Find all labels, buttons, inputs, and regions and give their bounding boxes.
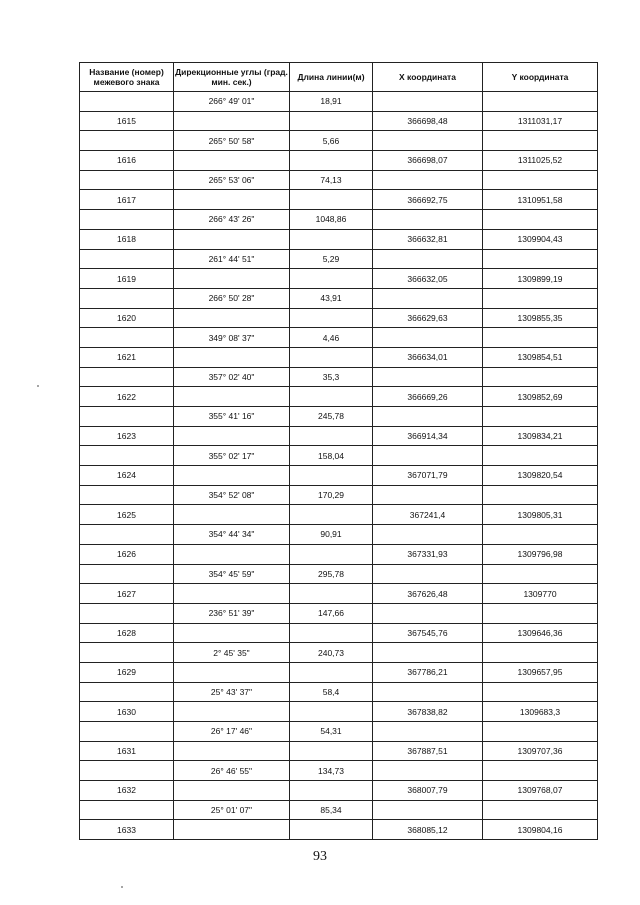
line-length-cell <box>290 505 373 525</box>
direction-angle-cell <box>174 347 290 367</box>
table-row <box>80 446 598 466</box>
mark-name-cell: 1622 <box>80 387 174 407</box>
direction-angle-cell: 261° 44' 51" <box>174 249 290 269</box>
line-length-cell: 5,66 <box>290 131 373 151</box>
line-length-cell <box>290 151 373 171</box>
table-row <box>80 466 598 486</box>
x-coordinate-cell <box>373 92 483 112</box>
y-coordinate-cell: 1309855,35 <box>483 308 598 328</box>
table-row <box>80 269 598 289</box>
line-length-cell <box>290 190 373 210</box>
line-length-cell: 5,29 <box>290 249 373 269</box>
table-row <box>80 623 598 643</box>
line-length-cell: 43,91 <box>290 288 373 308</box>
x-coordinate-cell <box>373 761 483 781</box>
y-coordinate-cell <box>483 92 598 112</box>
line-length-cell: 74,13 <box>290 170 373 190</box>
x-coordinate-cell <box>373 722 483 742</box>
line-length-cell: 240,73 <box>290 643 373 663</box>
mark-name-cell <box>80 288 174 308</box>
y-coordinate-cell <box>483 800 598 820</box>
y-coordinate-cell: 1311031,17 <box>483 111 598 131</box>
y-coordinate-cell: 1311025,52 <box>483 151 598 171</box>
x-coordinate-cell <box>373 210 483 230</box>
y-coordinate-cell: 1309770 <box>483 584 598 604</box>
y-coordinate-cell: 1309707,36 <box>483 741 598 761</box>
table-row <box>80 702 598 722</box>
direction-angle-cell <box>174 662 290 682</box>
direction-angle-cell: 354° 45' 59" <box>174 564 290 584</box>
direction-angle-cell <box>174 229 290 249</box>
y-coordinate-cell <box>483 210 598 230</box>
x-coordinate-cell <box>373 170 483 190</box>
y-coordinate-cell: 1309854,51 <box>483 347 598 367</box>
x-coordinate-cell: 367887,51 <box>373 741 483 761</box>
x-coordinate-cell <box>373 367 483 387</box>
y-coordinate-cell: 1309805,31 <box>483 505 598 525</box>
coordinates-table <box>79 62 598 840</box>
y-coordinate-cell <box>483 485 598 505</box>
direction-angle-cell: 25° 43' 37" <box>174 682 290 702</box>
y-coordinate-cell <box>483 761 598 781</box>
direction-angle-cell: 357° 02' 40" <box>174 367 290 387</box>
table-row <box>80 426 598 446</box>
line-length-cell <box>290 781 373 801</box>
mark-name-cell: 1615 <box>80 111 174 131</box>
direction-angle-cell: 355° 02' 17" <box>174 446 290 466</box>
table-row <box>80 308 598 328</box>
table-row <box>80 387 598 407</box>
y-coordinate-cell: 1309820,54 <box>483 466 598 486</box>
x-coordinate-cell <box>373 643 483 663</box>
y-coordinate-cell <box>483 525 598 545</box>
direction-angle-cell: 266° 49' 01" <box>174 92 290 112</box>
direction-angle-cell <box>174 820 290 840</box>
line-length-cell: 4,46 <box>290 328 373 348</box>
line-length-cell: 158,04 <box>290 446 373 466</box>
x-coordinate-cell: 366692,75 <box>373 190 483 210</box>
mark-name-cell: 1630 <box>80 702 174 722</box>
line-length-cell <box>290 347 373 367</box>
y-coordinate-cell <box>483 722 598 742</box>
y-coordinate-cell: 1309657,95 <box>483 662 598 682</box>
y-coordinate-cell <box>483 328 598 348</box>
y-coordinate-cell: 1310951,58 <box>483 190 598 210</box>
line-length-cell <box>290 662 373 682</box>
line-length-cell <box>290 308 373 328</box>
y-coordinate-cell <box>483 367 598 387</box>
x-coordinate-cell <box>373 446 483 466</box>
direction-angle-cell <box>174 623 290 643</box>
x-coordinate-cell: 366632,81 <box>373 229 483 249</box>
mark-name-cell <box>80 761 174 781</box>
direction-angle-cell <box>174 544 290 564</box>
y-coordinate-cell <box>483 170 598 190</box>
y-coordinate-cell: 1309834,21 <box>483 426 598 446</box>
mark-name-cell <box>80 800 174 820</box>
y-coordinate-cell <box>483 407 598 427</box>
table-row <box>80 761 598 781</box>
x-coordinate-cell: 366629,63 <box>373 308 483 328</box>
direction-angle-cell <box>174 111 290 131</box>
line-length-cell <box>290 820 373 840</box>
x-coordinate-cell <box>373 682 483 702</box>
mark-name-cell: 1617 <box>80 190 174 210</box>
table-body <box>80 92 598 840</box>
header-direction-angle: Дирекционные углы (град. мин. сек.) <box>174 63 290 92</box>
mark-name-cell <box>80 92 174 112</box>
x-coordinate-cell: 366698,07 <box>373 151 483 171</box>
mark-name-cell: 1621 <box>80 347 174 367</box>
table-row <box>80 603 598 623</box>
table-row <box>80 367 598 387</box>
direction-angle-cell <box>174 702 290 722</box>
direction-angle-cell <box>174 308 290 328</box>
table-row <box>80 525 598 545</box>
direction-angle-cell: 354° 52' 08" <box>174 485 290 505</box>
table-header-row <box>80 63 598 92</box>
table-row <box>80 820 598 840</box>
y-coordinate-cell <box>483 643 598 663</box>
mark-name-cell: 1619 <box>80 269 174 289</box>
y-coordinate-cell <box>483 603 598 623</box>
direction-angle-cell <box>174 190 290 210</box>
x-coordinate-cell: 366632,05 <box>373 269 483 289</box>
x-coordinate-cell <box>373 131 483 151</box>
table-row <box>80 170 598 190</box>
mark-name-cell: 1620 <box>80 308 174 328</box>
mark-name-cell <box>80 603 174 623</box>
line-length-cell <box>290 741 373 761</box>
y-coordinate-cell <box>483 564 598 584</box>
mark-name-cell: 1616 <box>80 151 174 171</box>
x-coordinate-cell <box>373 328 483 348</box>
direction-angle-cell: 2° 45' 35" <box>174 643 290 663</box>
table-row <box>80 407 598 427</box>
mark-name-cell <box>80 367 174 387</box>
x-coordinate-cell <box>373 407 483 427</box>
line-length-cell <box>290 544 373 564</box>
header-line-length: Длина линии(м) <box>290 63 373 92</box>
header-x-coordinate: X координата <box>373 63 483 92</box>
table-row <box>80 682 598 702</box>
direction-angle-cell <box>174 781 290 801</box>
direction-angle-cell <box>174 151 290 171</box>
direction-angle-cell: 266° 50' 28" <box>174 288 290 308</box>
table-row <box>80 584 598 604</box>
direction-angle-cell: 266° 43' 26" <box>174 210 290 230</box>
y-coordinate-cell: 1309796,98 <box>483 544 598 564</box>
table-row <box>80 741 598 761</box>
mark-name-cell: 1623 <box>80 426 174 446</box>
y-coordinate-cell: 1309904,43 <box>483 229 598 249</box>
table-row <box>80 347 598 367</box>
direction-angle-cell <box>174 505 290 525</box>
line-length-cell <box>290 387 373 407</box>
x-coordinate-cell: 366914,34 <box>373 426 483 446</box>
y-coordinate-cell <box>483 131 598 151</box>
table-row <box>80 328 598 348</box>
line-length-cell: 1048,86 <box>290 210 373 230</box>
line-length-cell: 18,91 <box>290 92 373 112</box>
x-coordinate-cell <box>373 485 483 505</box>
line-length-cell <box>290 466 373 486</box>
table-row <box>80 505 598 525</box>
x-coordinate-cell: 367241,4 <box>373 505 483 525</box>
x-coordinate-cell: 367626,48 <box>373 584 483 604</box>
y-coordinate-cell: 1309852,69 <box>483 387 598 407</box>
direction-angle-cell: 26° 17' 46" <box>174 722 290 742</box>
mark-name-cell <box>80 643 174 663</box>
mark-name-cell: 1625 <box>80 505 174 525</box>
table-row <box>80 662 598 682</box>
line-length-cell: 58,4 <box>290 682 373 702</box>
mark-name-cell: 1633 <box>80 820 174 840</box>
table-row <box>80 111 598 131</box>
direction-angle-cell <box>174 269 290 289</box>
direction-angle-cell: 25° 01' 07" <box>174 800 290 820</box>
line-length-cell: 147,66 <box>290 603 373 623</box>
x-coordinate-cell <box>373 249 483 269</box>
x-coordinate-cell: 367071,79 <box>373 466 483 486</box>
header-mark-name: Название (номер) межевого знака <box>80 63 174 92</box>
y-coordinate-cell: 1309804,16 <box>483 820 598 840</box>
x-coordinate-cell: 368085,12 <box>373 820 483 840</box>
mark-name-cell <box>80 249 174 269</box>
x-coordinate-cell: 367331,93 <box>373 544 483 564</box>
mark-name-cell <box>80 210 174 230</box>
mark-name-cell: 1627 <box>80 584 174 604</box>
direction-angle-cell: 355° 41' 16" <box>174 407 290 427</box>
direction-angle-cell: 354° 44' 34" <box>174 525 290 545</box>
line-length-cell <box>290 229 373 249</box>
x-coordinate-cell <box>373 603 483 623</box>
mark-name-cell <box>80 722 174 742</box>
mark-name-cell: 1632 <box>80 781 174 801</box>
line-length-cell <box>290 702 373 722</box>
table-row <box>80 190 598 210</box>
direction-angle-cell <box>174 466 290 486</box>
table-row <box>80 781 598 801</box>
table-row <box>80 229 598 249</box>
table-row <box>80 722 598 742</box>
page-number: 93 <box>313 849 327 864</box>
table-row <box>80 564 598 584</box>
line-length-cell: 85,34 <box>290 800 373 820</box>
line-length-cell: 245,78 <box>290 407 373 427</box>
y-coordinate-cell: 1309683,3 <box>483 702 598 722</box>
direction-angle-cell: 26° 46' 55" <box>174 761 290 781</box>
x-coordinate-cell: 367545,76 <box>373 623 483 643</box>
direction-angle-cell: 236° 51' 39" <box>174 603 290 623</box>
line-length-cell: 54,31 <box>290 722 373 742</box>
mark-name-cell <box>80 446 174 466</box>
mark-name-cell <box>80 407 174 427</box>
x-coordinate-cell: 366634,01 <box>373 347 483 367</box>
line-length-cell: 295,78 <box>290 564 373 584</box>
y-coordinate-cell <box>483 682 598 702</box>
line-length-cell: 90,91 <box>290 525 373 545</box>
table-row <box>80 210 598 230</box>
mark-name-cell <box>80 525 174 545</box>
line-length-cell <box>290 111 373 131</box>
y-coordinate-cell: 1309646,36 <box>483 623 598 643</box>
x-coordinate-cell: 366669,26 <box>373 387 483 407</box>
line-length-cell <box>290 426 373 446</box>
table-row <box>80 288 598 308</box>
line-length-cell: 35,3 <box>290 367 373 387</box>
mark-name-cell <box>80 682 174 702</box>
direction-angle-cell: 265° 50' 58" <box>174 131 290 151</box>
table-row <box>80 151 598 171</box>
x-coordinate-cell <box>373 288 483 308</box>
mark-name-cell <box>80 170 174 190</box>
x-coordinate-cell <box>373 564 483 584</box>
y-coordinate-cell: 1309768,07 <box>483 781 598 801</box>
x-coordinate-cell: 367838,82 <box>373 702 483 722</box>
direction-angle-cell: 349° 08' 37" <box>174 328 290 348</box>
line-length-cell <box>290 623 373 643</box>
y-coordinate-cell <box>483 249 598 269</box>
line-length-cell <box>290 584 373 604</box>
table-row <box>80 643 598 663</box>
direction-angle-cell <box>174 426 290 446</box>
mark-name-cell <box>80 564 174 584</box>
direction-angle-cell <box>174 741 290 761</box>
header-y-coordinate: Y координата <box>483 63 598 92</box>
mark-name-cell: 1628 <box>80 623 174 643</box>
line-length-cell: 134,73 <box>290 761 373 781</box>
y-coordinate-cell <box>483 446 598 466</box>
mark-name-cell: 1626 <box>80 544 174 564</box>
x-coordinate-cell <box>373 800 483 820</box>
scan-speck <box>121 886 123 888</box>
mark-name-cell: 1618 <box>80 229 174 249</box>
x-coordinate-cell: 366698,48 <box>373 111 483 131</box>
x-coordinate-cell: 367786,21 <box>373 662 483 682</box>
table-row <box>80 485 598 505</box>
x-coordinate-cell <box>373 525 483 545</box>
table-row <box>80 249 598 269</box>
line-length-cell <box>290 269 373 289</box>
table-row <box>80 131 598 151</box>
table-row <box>80 92 598 112</box>
direction-angle-cell <box>174 387 290 407</box>
line-length-cell: 170,29 <box>290 485 373 505</box>
mark-name-cell <box>80 328 174 348</box>
x-coordinate-cell: 368007,79 <box>373 781 483 801</box>
mark-name-cell: 1629 <box>80 662 174 682</box>
table-row <box>80 800 598 820</box>
direction-angle-cell: 265° 53' 06" <box>174 170 290 190</box>
table-row <box>80 544 598 564</box>
y-coordinate-cell: 1309899,19 <box>483 269 598 289</box>
y-coordinate-cell <box>483 288 598 308</box>
scan-speck <box>37 385 39 387</box>
mark-name-cell <box>80 485 174 505</box>
direction-angle-cell <box>174 584 290 604</box>
mark-name-cell: 1624 <box>80 466 174 486</box>
mark-name-cell <box>80 131 174 151</box>
mark-name-cell: 1631 <box>80 741 174 761</box>
